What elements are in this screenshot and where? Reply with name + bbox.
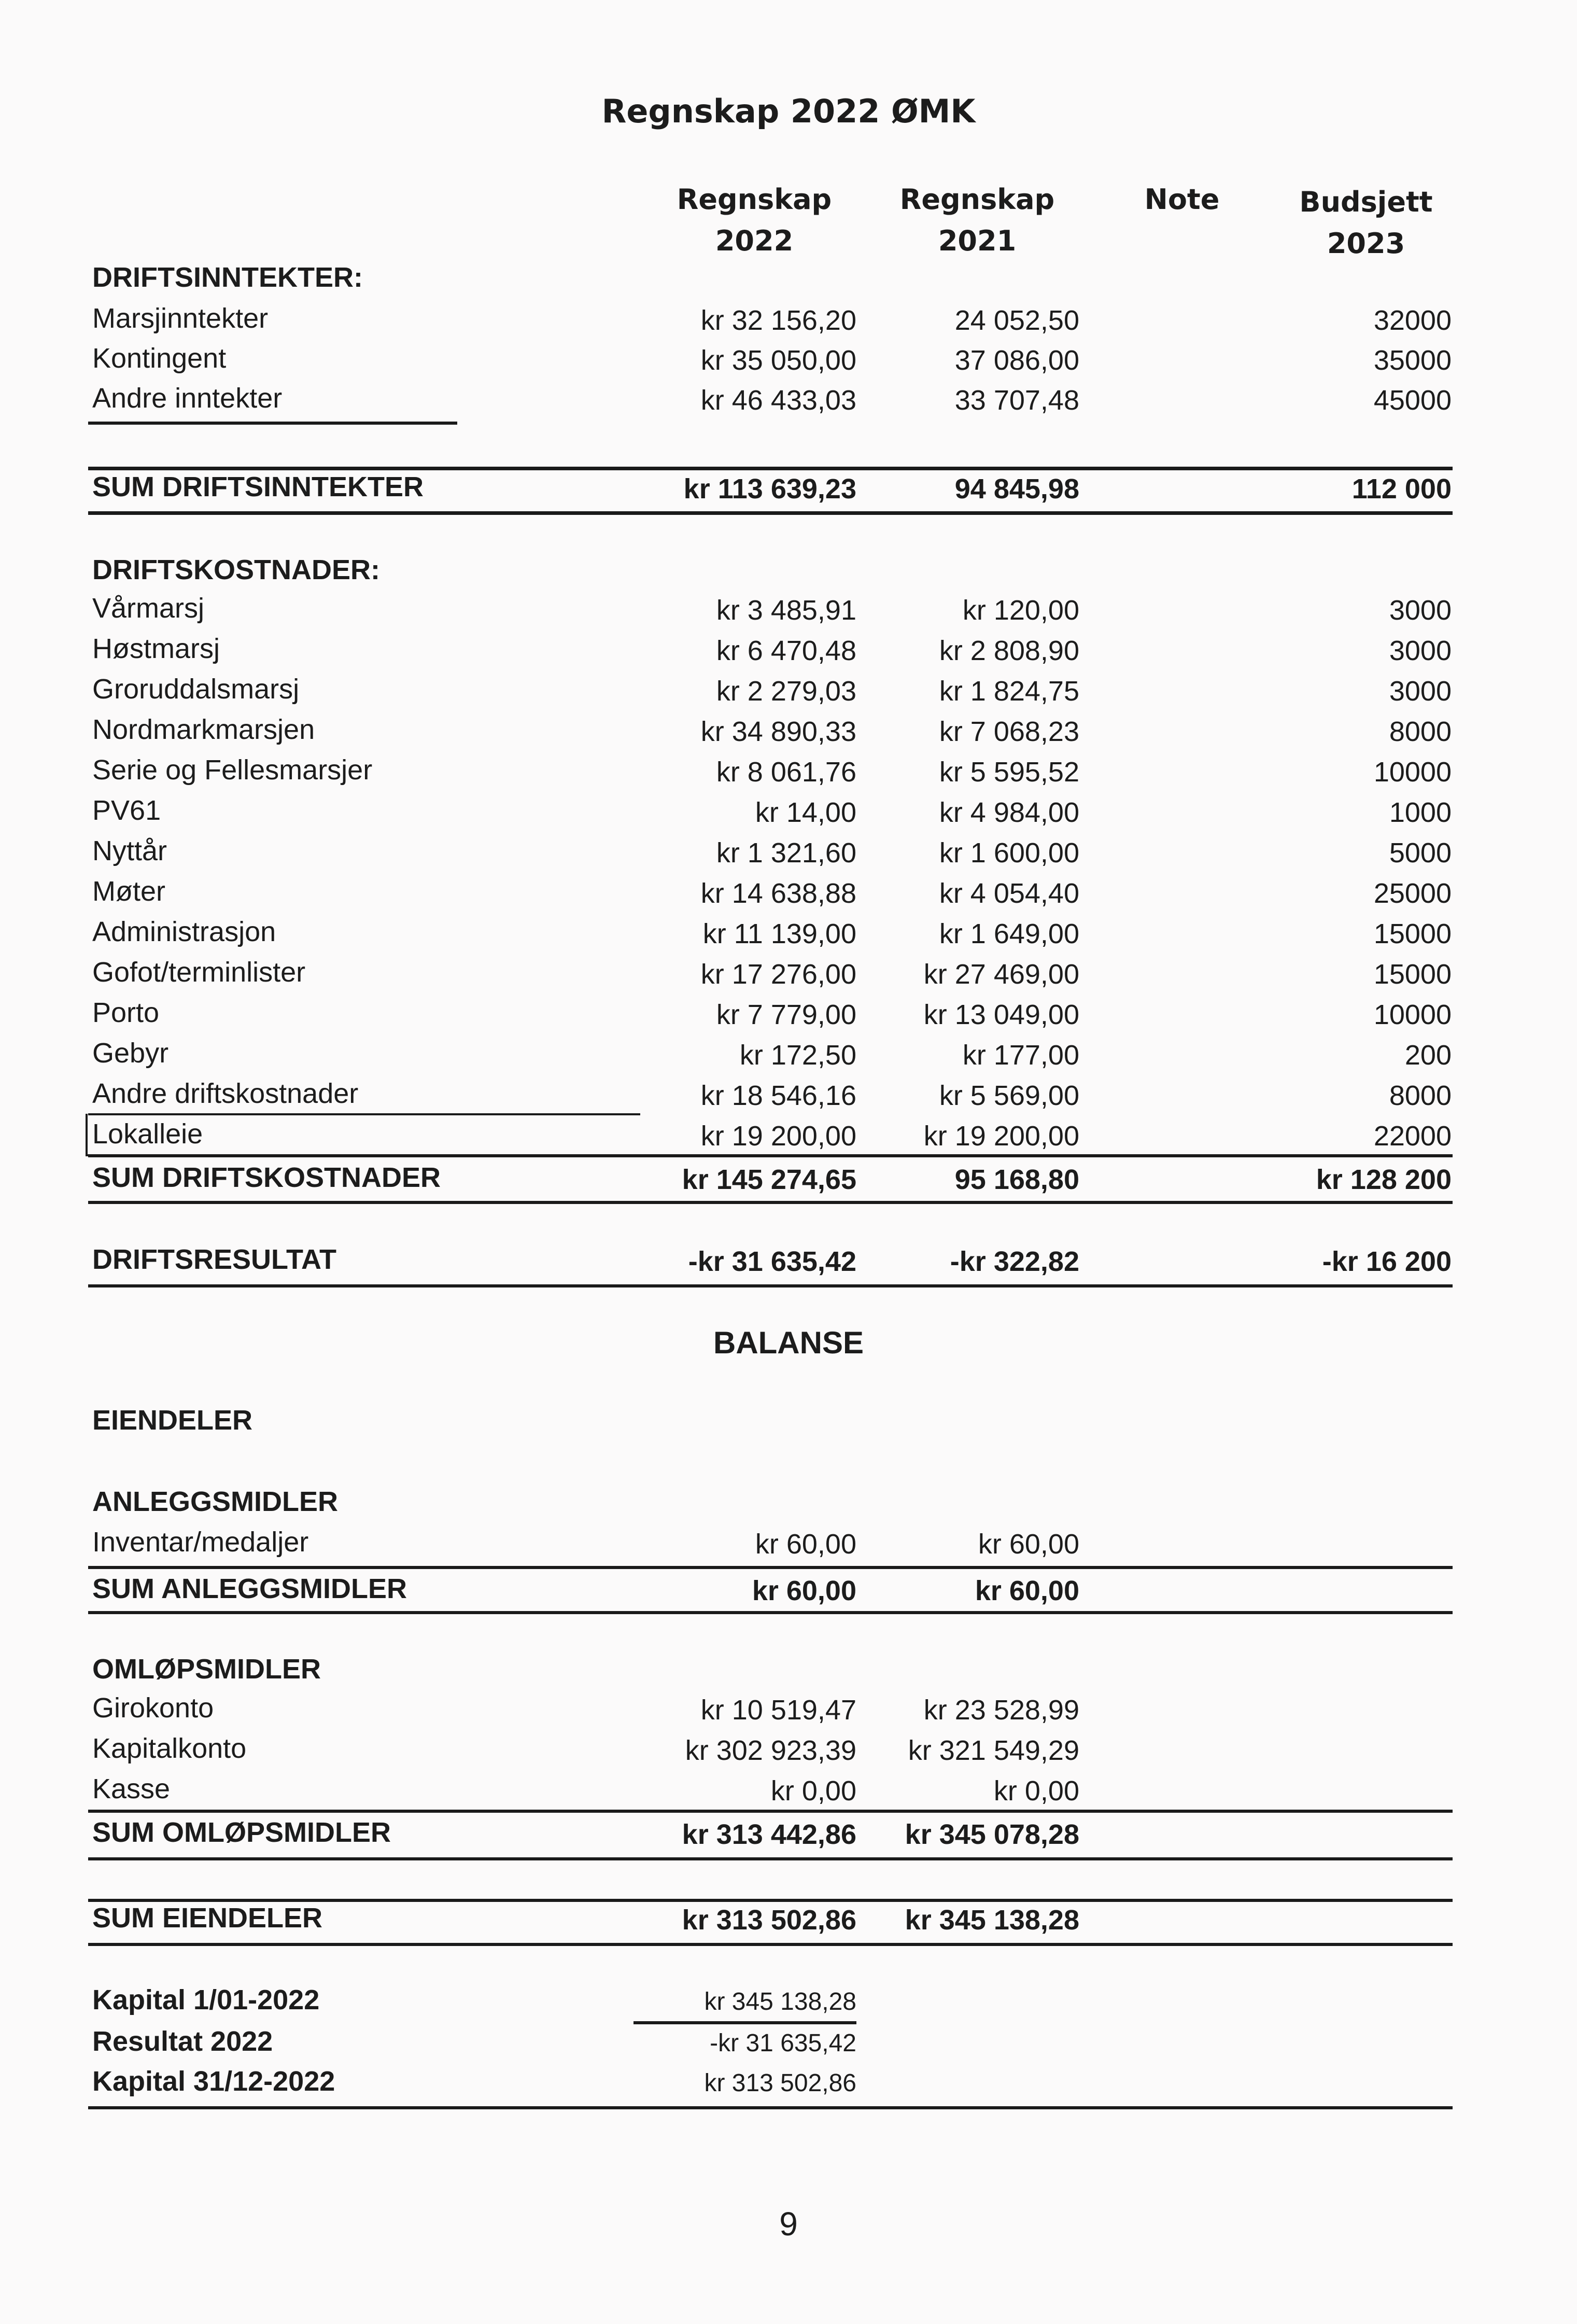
kapital-row [0, 1980, 1577, 2020]
sum-driftsinntekter-row [0, 467, 1577, 507]
value-2022: kr 0,00 [770, 1775, 856, 1807]
divider [88, 1943, 1453, 1946]
section-heading-label: DRIFTSKOSTNADER: [92, 554, 380, 585]
result-budget-2023: -kr 16 200 [1322, 1246, 1452, 1277]
value-2021: 37 086,00 [954, 345, 1079, 376]
result-label: DRIFTSRESULTAT [92, 1244, 336, 1275]
value-2021: kr 13 049,00 [923, 999, 1079, 1030]
budget-2023: 3000 [1389, 635, 1452, 666]
kapital-row [0, 2061, 1577, 2102]
column-header-line: Budsjett [1299, 186, 1433, 218]
table-row [0, 1073, 1577, 1114]
table-row [0, 750, 1577, 790]
table-row [0, 709, 1577, 750]
sum-2022: kr 313 502,86 [682, 1905, 856, 1936]
value-2022: kr 302 923,39 [685, 1735, 856, 1766]
table-row [0, 790, 1577, 831]
value-2022: kr 17 276,00 [700, 959, 856, 990]
asset-row [0, 1522, 1577, 1562]
row-label: Inventar/medaljer [92, 1527, 309, 1558]
divider [88, 1201, 1453, 1204]
value-2021: kr 4 054,40 [939, 878, 1079, 909]
value-2022: kr 35 050,00 [700, 345, 856, 376]
budget-2023: 8000 [1389, 716, 1452, 747]
sum-anleggsmidler-row [0, 1569, 1577, 1609]
budget-2023: 8000 [1389, 1080, 1452, 1111]
budget-2023: 15000 [1373, 959, 1452, 990]
value-2021: kr 19 200,00 [923, 1121, 1079, 1152]
divider [88, 2106, 1453, 2109]
page-number: 9 [779, 2205, 798, 2243]
driftsresultat-row [0, 1239, 1577, 1280]
value-2022: kr 14 638,88 [700, 878, 856, 909]
value-2022: kr 60,00 [755, 1529, 856, 1560]
value-2021: 33 707,48 [954, 385, 1079, 416]
section-heading-label: DRIFTSINNTEKTER: [92, 262, 363, 293]
value-2021: kr 23 528,99 [923, 1695, 1079, 1726]
column-header-regnskap-2022 [651, 179, 858, 262]
sum-label: SUM DRIFTSKOSTNADER [92, 1162, 441, 1193]
value-2021: kr 177,00 [962, 1040, 1079, 1071]
value-2022: kr 19 200,00 [700, 1121, 856, 1152]
value-2021: kr 0,00 [993, 1775, 1079, 1807]
section-heading-driftskostnader [0, 550, 1577, 590]
sum-2021: 95 168,80 [954, 1164, 1079, 1195]
table-row [0, 378, 1577, 418]
section-heading-label: EIENDELER [92, 1405, 253, 1436]
budget-2023: 3000 [1389, 595, 1452, 626]
sum-eiendeler-row [0, 1898, 1577, 1938]
sum-omlopsmidler-row [0, 1812, 1577, 1853]
value-2021: kr 60,00 [978, 1529, 1079, 1560]
budget-2023: 25000 [1373, 878, 1452, 909]
row-label: Porto [92, 997, 160, 1028]
row-label: Resultat 2022 [92, 2026, 273, 2057]
value-2021: kr 7 068,23 [939, 716, 1079, 747]
sum-2022: kr 113 639,23 [683, 473, 856, 505]
sum-label: SUM EIENDELER [92, 1902, 323, 1934]
row-label: Lokalleie [92, 1118, 203, 1150]
value-2022: kr 32 156,20 [700, 305, 856, 336]
value-2022: kr 172,50 [739, 1040, 856, 1071]
value-2022: kr 34 890,33 [700, 716, 856, 747]
value-2021: kr 321 549,29 [908, 1735, 1079, 1766]
sum-2021: kr 345 138,28 [905, 1905, 1079, 1936]
budget-2023: 10000 [1373, 999, 1452, 1030]
sum-label: SUM OMLØPSMIDLER [92, 1817, 391, 1848]
table-row [0, 588, 1577, 628]
table-row [0, 628, 1577, 669]
value-2021: kr 27 469,00 [923, 959, 1079, 990]
value-2022: kr 1 321,60 [716, 837, 856, 869]
value-2022: kr 2 279,03 [716, 676, 856, 707]
sum-2021: 94 845,98 [954, 473, 1079, 505]
budget-2023: 5000 [1389, 837, 1452, 869]
column-header-line: 2023 [1327, 227, 1405, 260]
row-label: PV61 [92, 795, 161, 826]
budget-2023: 200 [1404, 1040, 1452, 1071]
table-row [0, 992, 1577, 1033]
sum-label: SUM ANLEGGSMIDLER [92, 1573, 407, 1604]
value-2021: kr 1 649,00 [939, 918, 1079, 949]
kapital-value: kr 345 138,28 [704, 1988, 856, 2015]
result-2022: -kr 31 635,42 [688, 1246, 856, 1277]
row-label: Kapital 31/12-2022 [92, 2066, 335, 2097]
table-row [0, 952, 1577, 992]
row-label: Kasse [92, 1773, 171, 1804]
section-heading-omlopsmidler [0, 1649, 1577, 1689]
divider [88, 1284, 1453, 1287]
value-2022: kr 3 485,91 [716, 595, 856, 626]
value-2022: kr 18 546,16 [700, 1080, 856, 1111]
sum-2022: kr 60,00 [752, 1575, 856, 1606]
row-label: Kontingent [92, 343, 227, 374]
section-heading-driftsinntekter [0, 257, 1577, 298]
sum-driftskostnader-row [0, 1157, 1577, 1198]
column-header-line: Regnskap [677, 183, 832, 216]
budget-2023: 10000 [1373, 757, 1452, 788]
section-heading-label: OMLØPSMIDLER [92, 1654, 321, 1685]
section-heading-label: ANLEGGSMIDLER [92, 1486, 339, 1517]
column-header-line: 2021 [938, 225, 1017, 257]
budget-2023: 1000 [1389, 797, 1452, 828]
value-2022: kr 7 779,00 [716, 999, 856, 1030]
budget-2023: 45000 [1373, 385, 1452, 416]
row-label: Groruddalsmarsj [92, 674, 300, 705]
result-2021: -kr 322,82 [950, 1246, 1079, 1277]
sum-budget-2023: kr 128 200 [1316, 1164, 1452, 1195]
value-2021: 24 052,50 [954, 305, 1079, 336]
table-row [0, 912, 1577, 952]
column-header-line: Note [1144, 183, 1220, 216]
row-label: Møter [92, 876, 165, 907]
table-row [0, 1728, 1577, 1769]
value-2022: kr 10 519,47 [700, 1695, 856, 1726]
value-2022: kr 8 061,76 [716, 757, 856, 788]
budget-2023: 32000 [1373, 305, 1452, 336]
value-2022: kr 46 433,03 [700, 385, 856, 416]
table-row [0, 298, 1577, 339]
sum-label: SUM DRIFTSINNTEKTER [92, 471, 424, 502]
row-label: Marsjinntekter [92, 303, 269, 334]
value-2021: kr 1 824,75 [939, 676, 1079, 707]
table-row [0, 338, 1577, 379]
value-2021: kr 5 569,00 [939, 1080, 1079, 1111]
row-label: Gofot/terminlister [92, 957, 306, 988]
sum-2021: kr 60,00 [975, 1575, 1079, 1606]
sum-2022: kr 145 274,65 [682, 1164, 856, 1195]
budget-2023: 35000 [1373, 345, 1452, 376]
row-label: Nordmarkmarsjen [92, 714, 315, 745]
row-label: Kapital 1/01-2022 [92, 1984, 320, 2015]
table-row [0, 669, 1577, 709]
table-row [0, 831, 1577, 871]
section-heading-anleggsmidler [0, 1481, 1577, 1522]
row-label: Kapitalkonto [92, 1733, 247, 1764]
budget-2023: 3000 [1389, 676, 1452, 707]
kapital-value: -kr 31 635,42 [710, 2029, 856, 2057]
kapital-value: kr 313 502,86 [704, 2069, 856, 2097]
divider [88, 1857, 1453, 1860]
row-label: Vårmarsj [92, 593, 205, 624]
sum-2022: kr 313 442,86 [682, 1819, 856, 1850]
divider [88, 1611, 1453, 1614]
divider [88, 422, 457, 425]
sum-2021: kr 345 078,28 [905, 1819, 1079, 1850]
value-2022: kr 14,00 [755, 797, 856, 828]
row-label: Girokonto [92, 1692, 214, 1724]
row-label: Gebyr [92, 1038, 169, 1069]
balanse-title: BALANSE [713, 1325, 864, 1360]
row-label: Andre driftskostnader [92, 1078, 359, 1109]
divider [88, 511, 1453, 515]
value-2022: kr 6 470,48 [716, 635, 856, 666]
column-header-regnskap-2021 [874, 179, 1081, 262]
budget-2023: 15000 [1373, 918, 1452, 949]
row-label: Nyttår [92, 835, 167, 866]
lokalleie-box [86, 1114, 642, 1156]
column-header-budsjett-2023 [1262, 181, 1470, 264]
table-row [0, 871, 1577, 912]
value-2021: kr 5 595,52 [939, 757, 1079, 788]
budget-2023: 22000 [1373, 1121, 1452, 1152]
value-2021: kr 2 808,90 [939, 635, 1079, 666]
row-label: Høstmarsj [92, 633, 220, 664]
row-label: Andre inntekter [92, 383, 283, 414]
row-label: Administrasjon [92, 916, 276, 947]
section-heading-eiendeler [0, 1400, 1577, 1440]
column-header-line: 2022 [715, 225, 794, 257]
value-2021: kr 4 984,00 [939, 797, 1079, 828]
row-label: Serie og Fellesmarsjer [92, 754, 373, 786]
table-row [0, 1688, 1577, 1728]
value-2022: kr 11 139,00 [702, 918, 856, 949]
kapital-row [0, 2021, 1577, 2062]
sum-budget-2023: 112 000 [1351, 473, 1452, 505]
column-header-line: Regnskap [899, 183, 1055, 216]
page-title: Regnskap 2022 ØMK [601, 92, 976, 130]
value-2021: kr 120,00 [962, 595, 1079, 626]
table-row [0, 1033, 1577, 1073]
value-2021: kr 1 600,00 [939, 837, 1079, 869]
table-row [0, 1769, 1577, 1809]
column-header-note [1104, 179, 1260, 220]
